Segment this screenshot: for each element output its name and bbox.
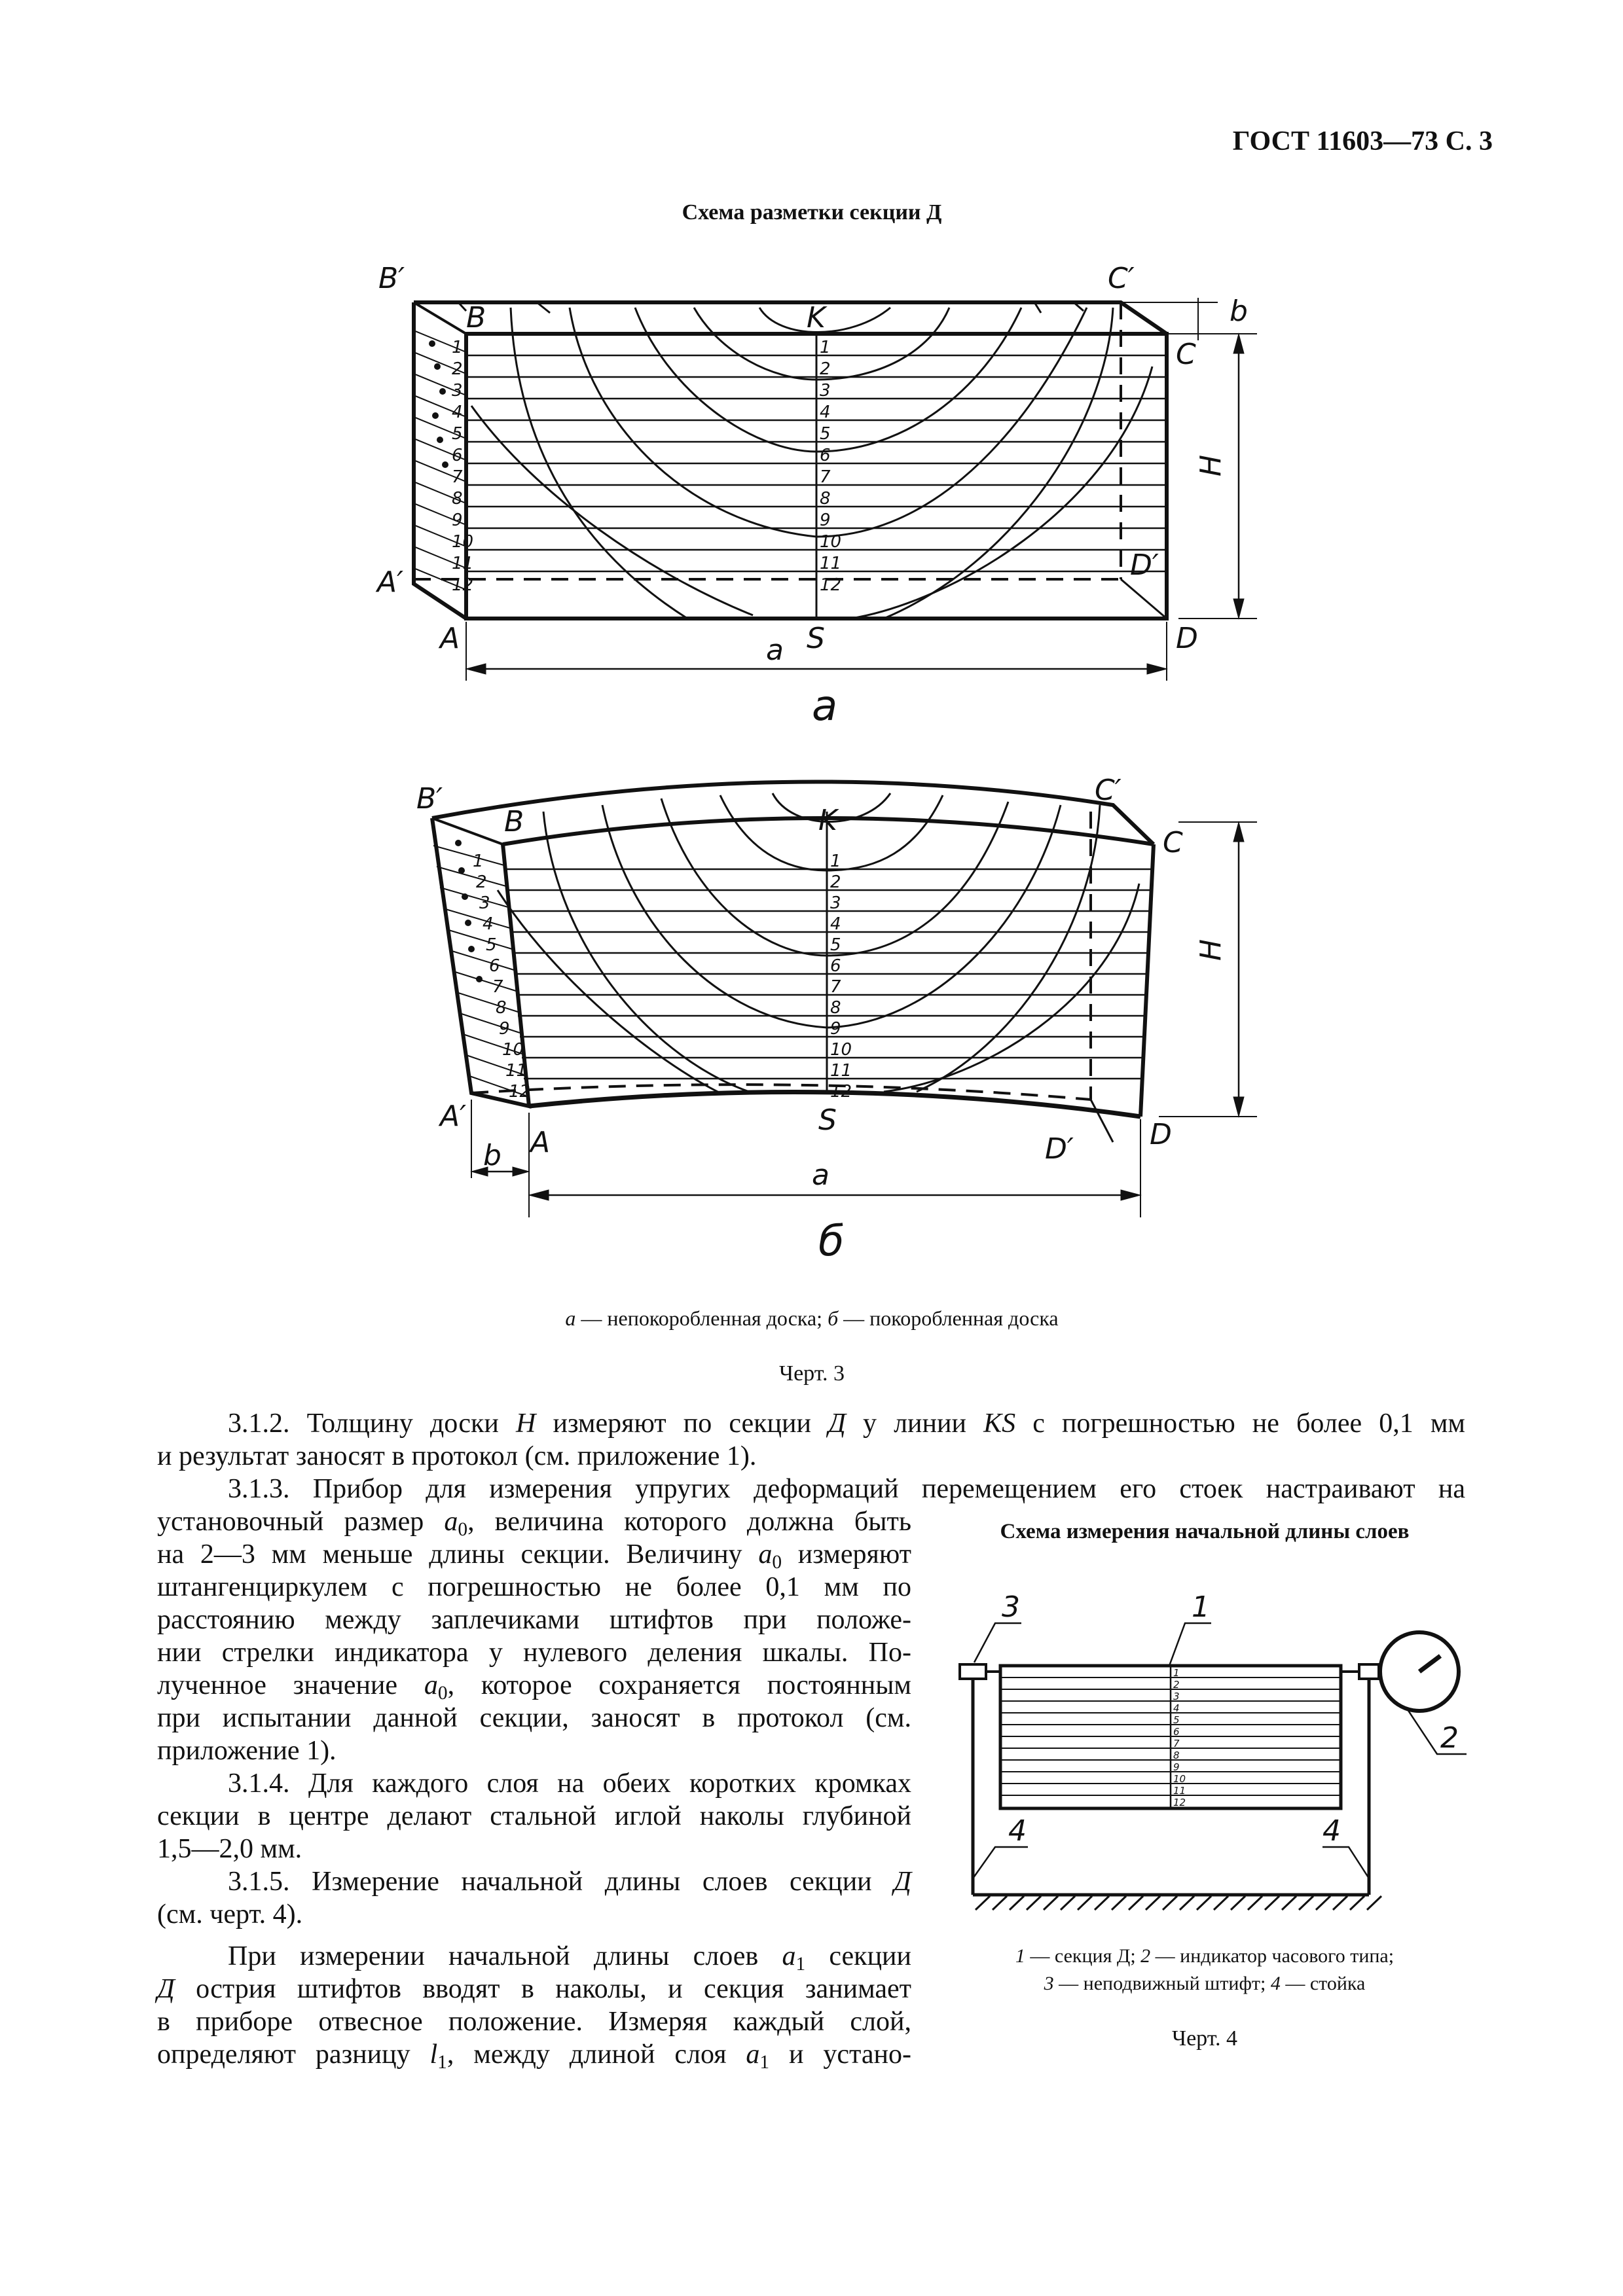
- indicator-pin: [1359, 1664, 1379, 1679]
- side-layer-number: 6: [452, 446, 463, 465]
- base-hatch: [1248, 1896, 1262, 1910]
- base-hatch: [1010, 1896, 1024, 1910]
- base-hatch: [1265, 1896, 1279, 1910]
- label-c-b: C: [1163, 826, 1183, 859]
- side-layer-number: 11: [452, 554, 474, 573]
- side-layer-number: 7: [492, 977, 503, 997]
- label-b: B: [466, 301, 486, 334]
- base-hatch: [1027, 1896, 1041, 1910]
- label-b-prime: B′: [378, 262, 405, 295]
- layer-number: 2: [1173, 1679, 1180, 1691]
- layer-number: 5: [820, 424, 831, 444]
- layer-number: 6: [1173, 1726, 1180, 1738]
- fig4-label-4-left: 4: [1008, 1814, 1027, 1848]
- base-hatch: [1129, 1896, 1143, 1910]
- base-hatch: [1112, 1896, 1126, 1910]
- base-hatch: [1282, 1896, 1296, 1910]
- layer-number: 5: [1173, 1714, 1180, 1726]
- base-hatch: [1231, 1896, 1245, 1910]
- side-layer-number: 2: [476, 872, 487, 892]
- layer-number: 2: [830, 872, 841, 892]
- label-c-prime-b: C′: [1095, 774, 1122, 807]
- layer-number: 4: [820, 403, 831, 422]
- side-layer-number: 9: [499, 1019, 510, 1039]
- layer-number: 1: [830, 852, 841, 871]
- base-hatch: [1197, 1896, 1211, 1910]
- layer-number: 9: [830, 1019, 841, 1039]
- label-c-prime: C′: [1108, 262, 1135, 295]
- label-h: H: [1194, 454, 1228, 476]
- label-b-dim: b: [1230, 295, 1248, 328]
- label-h-b: H: [1194, 939, 1228, 961]
- layer-number: 10: [820, 532, 842, 552]
- layer-number: 8: [830, 998, 841, 1018]
- base-hatch: [1146, 1896, 1160, 1910]
- side-layer-number: 2: [452, 359, 463, 379]
- label-b-dim-b: b: [483, 1139, 501, 1172]
- label-d-prime-b: D′: [1045, 1132, 1074, 1166]
- label-b-prime-b: B′: [416, 782, 443, 816]
- base-hatch: [1350, 1896, 1364, 1910]
- base-hatch: [976, 1896, 990, 1910]
- layer-number: 11: [820, 554, 842, 573]
- layer-number: 11: [1173, 1785, 1186, 1797]
- side-layer-number: 10: [502, 1040, 524, 1060]
- base-hatch: [1095, 1896, 1109, 1910]
- layer-number: 3: [1173, 1691, 1180, 1702]
- text-column-left: установочный размер $a_0$, величина которого должна быть на 2—3 мм меньше длины секции. Величину $a_0$ измеряют штангенциркулем с погрешностью не более 0,1 мм по расстоянию между заплечиками штифтов при положе- нии стрелки индикатора у нулевого деления шкалы. По- лученное значение $a_0$, которое сохраняется постоянным при испытании данной секции, заносят в протокол (см. приложение 1). 3.1.4. Для каждого слоя на обеих коротких кромках секции в центре делают стальной иглой наколы глубиной 1,5—2,0 мм. 3.1.5. Измерение начальной длины слоев секции Д (см. черт. 4). При измерении начальной длины слоев $a_1$ секции Д острия штифтов вводят в наколы, и секция занимает в приборе отвесное положение. Измеряя каждый слой, определяют разницу $l_1$, между длиной слоя $a_1$ и устано-: [157, 1507, 911, 2073]
- side-layer-number: 10: [452, 532, 474, 552]
- side-layer-number: 12: [509, 1082, 531, 1102]
- layer-number: 9: [1173, 1761, 1180, 1773]
- base-hatch: [1333, 1896, 1347, 1910]
- fig3-label: Черт. 3: [778, 1361, 845, 1386]
- subfigure-label-a: a: [812, 682, 838, 730]
- label-a-dim: a: [766, 634, 784, 667]
- base-hatch: [1163, 1896, 1177, 1910]
- side-layer-number: 5: [486, 935, 497, 955]
- layer-number: 2: [820, 359, 831, 379]
- running-header: ГОСТ 11603—73 С. 3: [1232, 126, 1493, 156]
- side-layer-number: 11: [505, 1061, 528, 1081]
- side-layer-number: 1: [452, 338, 463, 357]
- side-layer-number: 8: [496, 998, 507, 1018]
- layer-number: 7: [820, 467, 831, 487]
- label-a-dim-b: a: [812, 1158, 830, 1192]
- label-d-b: D: [1150, 1118, 1172, 1151]
- label-d: D: [1176, 622, 1198, 655]
- label-c: C: [1176, 338, 1196, 371]
- layer-number: 10: [1173, 1773, 1186, 1785]
- side-layer-number: 3: [452, 381, 463, 401]
- base-hatch: [1316, 1896, 1330, 1910]
- label-k-b: K: [818, 804, 837, 837]
- side-layer-number: 6: [489, 956, 500, 976]
- fig4-title: Схема измерения начальной длины слоев: [1000, 1520, 1410, 1543]
- paragraph-3-1-2: 3.1.2. Толщину доски H измеряют по секции Д у линии KS с погрешностью не более 0,1 мм и результат заносят в протокол (см. приложение 1). 3.1.3. Прибор для измерения упругих деформаций перемещением его стоек настраивают на: [157, 1408, 1465, 1504]
- side-layer-number: 4: [452, 403, 463, 422]
- layer-number: 6: [830, 956, 841, 976]
- label-a-prime-b: A′: [440, 1100, 467, 1133]
- base-hatch: [1061, 1896, 1075, 1910]
- base-hatch: [993, 1896, 1007, 1910]
- fig3-title: Схема разметки секции Д: [682, 200, 942, 224]
- layer-number: 8: [820, 489, 831, 509]
- label-k: K: [807, 301, 826, 334]
- fig4-label-1: 1: [1192, 1590, 1210, 1624]
- layer-number: 4: [1173, 1702, 1180, 1714]
- fig4-label-2: 2: [1440, 1721, 1459, 1755]
- layer-number: 7: [830, 977, 841, 997]
- layer-number: 5: [830, 935, 841, 955]
- layer-number: 12: [830, 1082, 852, 1102]
- label-a: A: [440, 622, 460, 655]
- fig4-legend: 1 — секция Д; 2 — индикатор часового типа; 3 — неподвижный штифт; 4 — стойка: [1015, 1945, 1395, 1994]
- layer-number: 1: [1173, 1667, 1180, 1679]
- fig3-legend: а — непокоробленная доска; б — покоробленная доска: [565, 1306, 1059, 1330]
- layer-number: 10: [830, 1040, 852, 1060]
- label-s: S: [807, 622, 825, 655]
- side-layer-number: 9: [452, 511, 463, 530]
- subfigure-label-b: б: [818, 1217, 845, 1266]
- layer-number: 8: [1173, 1749, 1180, 1761]
- base-hatch: [1044, 1896, 1058, 1910]
- label-a-b: A: [530, 1126, 551, 1159]
- layer-number: 3: [830, 893, 841, 913]
- side-layer-number: 1: [473, 852, 484, 871]
- layer-number: 1: [820, 338, 831, 357]
- layer-number: 11: [830, 1061, 852, 1081]
- base-hatch: [1367, 1896, 1381, 1910]
- layer-number: 3: [820, 381, 831, 401]
- fig4-label-3: 3: [1002, 1590, 1020, 1624]
- label-s-b: S: [818, 1103, 837, 1137]
- fixed-pin: [960, 1664, 986, 1679]
- base-hatch: [1299, 1896, 1313, 1910]
- side-layer-number: 7: [452, 467, 463, 487]
- base-hatch: [1078, 1896, 1092, 1910]
- base-hatch: [1180, 1896, 1194, 1910]
- layer-number: 12: [820, 575, 842, 595]
- layer-number: 7: [1173, 1738, 1180, 1749]
- base-hatch: [1214, 1896, 1228, 1910]
- layer-number: 9: [820, 511, 831, 530]
- side-layer-number: 12: [452, 575, 474, 595]
- layer-number: 4: [830, 914, 841, 934]
- layer-number: 12: [1173, 1797, 1186, 1808]
- layer-number: 6: [820, 446, 831, 465]
- label-d-prime: D′: [1130, 548, 1159, 582]
- fig4-label: Черт. 4: [1171, 2026, 1238, 2051]
- side-layer-number: 4: [483, 914, 494, 934]
- side-layer-number: 8: [452, 489, 463, 509]
- side-layer-number: 5: [452, 424, 463, 444]
- label-a-prime: A′: [377, 565, 404, 599]
- side-layer-number: 3: [479, 893, 490, 913]
- label-b-b: B: [504, 805, 524, 838]
- fig4-label-4-right: 4: [1322, 1814, 1341, 1848]
